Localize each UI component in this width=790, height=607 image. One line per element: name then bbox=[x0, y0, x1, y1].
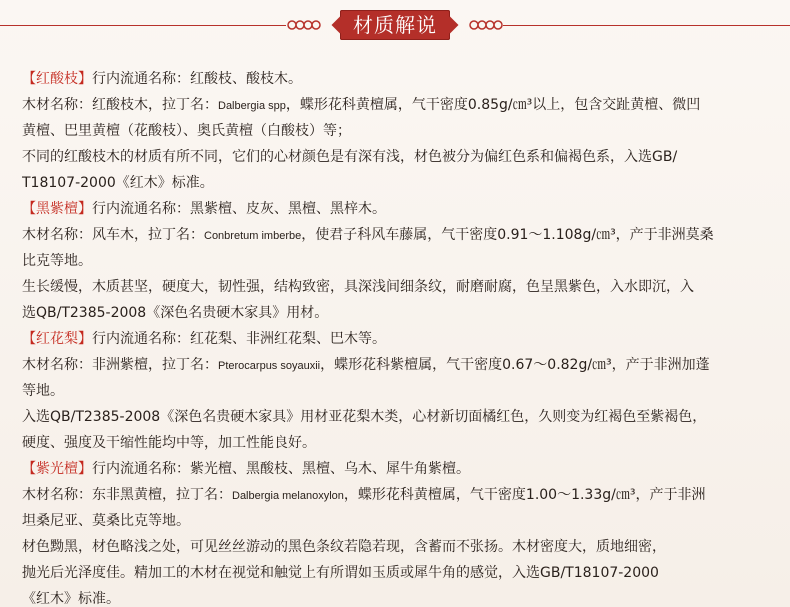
section-heading-line bbox=[22, 196, 774, 222]
material-line: 不同的红酸枝木的材质有所不同，它们的心材颜色是有深有浅，材色被分为偏红色系和偏褐色系，入选GB/ bbox=[22, 149, 678, 165]
ornament-right-icon bbox=[468, 16, 504, 34]
material-line bbox=[22, 482, 774, 508]
section-title-box bbox=[340, 10, 450, 40]
material-tag: 【红花梨】 bbox=[22, 331, 92, 347]
material-trade-name: 行内流通名称：红花梨、非洲红花梨、巴木等。 bbox=[92, 331, 386, 347]
latin-name: Pterocarpus soyauxii bbox=[218, 360, 321, 372]
material-line: 《红木》标准。 bbox=[22, 591, 120, 607]
material-trade-name: 行内流通名称：紫光檀、黑酸枝、黑檀、乌木、犀牛角紫檀。 bbox=[92, 461, 470, 477]
section-heading-line bbox=[22, 456, 774, 482]
material-line bbox=[22, 352, 774, 378]
material-text: 木材名称：非洲紫檀，拉丁名： bbox=[22, 357, 218, 373]
latin-name: Dalbergia melanoxylon bbox=[232, 490, 344, 502]
latin-name: Dalbergia spp bbox=[218, 100, 286, 112]
material-tag: 【紫光檀】 bbox=[22, 461, 92, 477]
section-header bbox=[0, 8, 790, 42]
material-text: ，蝶形花科紫檀属，气干密度0.67～0.82g/㎝³，产于非洲加蓬 bbox=[320, 357, 710, 373]
section-title: 材质解说 bbox=[353, 13, 437, 37]
material-trade-name: 行内流通名称：黑紫檀、皮灰、黑檀、黑梓木。 bbox=[92, 201, 386, 217]
material-tag: 【黑紫檀】 bbox=[22, 201, 92, 217]
material-text: ，蝶形花科黄檀属，气干密度0.85g/㎝³以上，包含交趾黄檀、微凹 bbox=[285, 97, 701, 113]
header-rule-right bbox=[503, 25, 790, 26]
material-line: 黄檀、巴里黄檀（花酸枝）、奥氏黄檀（白酸枝）等； bbox=[22, 123, 351, 139]
material-line bbox=[22, 222, 774, 248]
material-line: T18107-2000《红木》标准。 bbox=[22, 175, 214, 191]
material-line: 比克等地。 bbox=[22, 253, 92, 269]
material-text: 木材名称：东非黑黄檀，拉丁名： bbox=[22, 487, 232, 503]
material-description bbox=[22, 66, 774, 607]
material-line: 抛光后光泽度佳。精加工的木材在视觉和触觉上有所谓如玉质或犀牛角的感觉，入选GB/T18107-2000 bbox=[22, 565, 659, 581]
material-line: 选QB/T2385-2008《深色名贵硬木家具》用材。 bbox=[22, 305, 329, 321]
section-heading-line bbox=[22, 66, 774, 92]
material-line: 入选QB/T2385-2008《深色名贵硬木家具》用材亚花梨木类，心材新切面橘红色，久则变为红褐色至紫褐色， bbox=[22, 409, 707, 425]
material-text: 木材名称：红酸枝木，拉丁名： bbox=[22, 97, 218, 113]
latin-name: Conbretum imberbe bbox=[204, 230, 302, 242]
material-text: ，使君子科风车藤属，气干密度0.91～1.108g/㎝³，产于非洲莫桑 bbox=[301, 227, 714, 243]
material-line: 坦桑尼亚、莫桑比克等地。 bbox=[22, 513, 190, 529]
ornament-left-icon bbox=[286, 16, 322, 34]
material-text: 木材名称：风车木，拉丁名： bbox=[22, 227, 204, 243]
section-heading-line bbox=[22, 326, 774, 352]
material-line bbox=[22, 92, 774, 118]
material-line: 等地。 bbox=[22, 383, 64, 399]
material-text: ，蝶形花科黄檀属，气干密度1.00～1.33g/㎝³，产于非洲 bbox=[343, 487, 706, 503]
material-trade-name: 行内流通名称：红酸枝、酸枝木。 bbox=[92, 71, 302, 87]
material-tag: 【红酸枝】 bbox=[22, 71, 92, 87]
material-line: 硬度、强度及干缩性能均中等，加工性能良好。 bbox=[22, 435, 316, 451]
material-line: 生长缓慢，木质甚坚，硬度大，韧性强，结构致密，具深浅间细条纹，耐磨耐腐，色呈黑紫色，入水即沉，入 bbox=[22, 279, 694, 295]
header-rule-left bbox=[0, 25, 286, 26]
material-line: 材色黝黑，材色略浅之处，可见丝丝游动的黑色条纹若隐若现，含蓄而不张扬。木材密度大，质地细密， bbox=[22, 539, 666, 555]
